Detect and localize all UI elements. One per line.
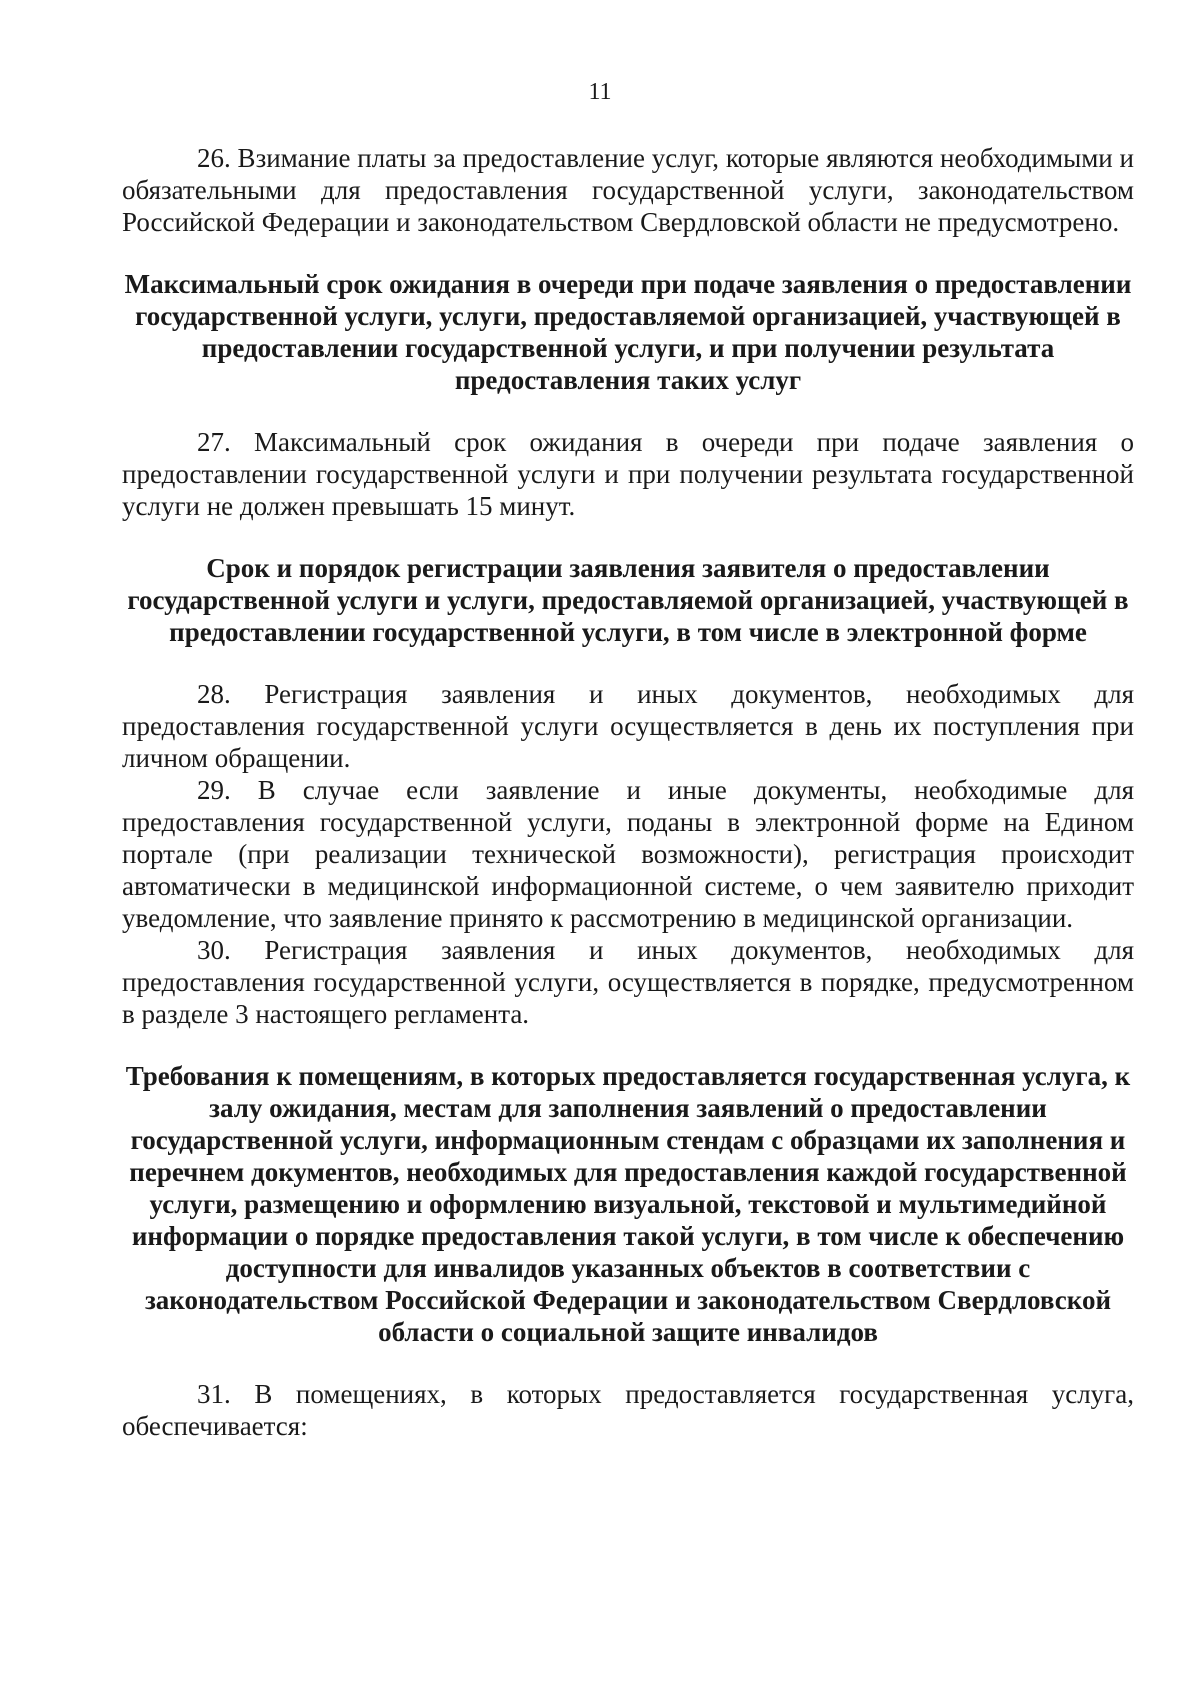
section-heading-premises-requirements: Требования к помещениям, в которых предоставляется государственная услуга, к залу ожидания, местам для заполнения заявлений о предоставлении государственной услуги, информационным стендам с образцами их заполнения и перечнем документов, необходимых для предоставления каждой государственной услуги, размещению и оформлению визуальной, текстовой и мультимедийной информации о порядке предоставления такой услуги, в том числе к обеспечению доступности для инвалидов указанных объектов в соответствии с законодательством Российской Федерации и законодательством Свердловской области о социальной защите инвалидов	[125, 1061, 1131, 1347]
paragraph-27: 27. Максимальный срок ожидания в очереди при подаче заявления о предоставлении государственной услуги и при получении результата государственной услуги не должен превышать 15 минут.	[122, 427, 1134, 521]
paragraph-28: 28. Регистрация заявления и иных документов, необходимых для предоставления государственной услуги осуществляется в день их поступления при личном обращении.	[122, 679, 1134, 773]
paragraph-26: 26. Взимание платы за предоставление услуг, которые являются необходимыми и обязательными для предоставления государственной услуги, законодательством Российской Федерации и законодательством Свердловской области не предусмотрено.	[122, 143, 1134, 237]
section-heading-registration: Срок и порядок регистрации заявления заявителя о предоставлении государственной услуги и услуги, предоставляемой организацией, участвующей в предоставлении государственной услуги, в том числе в электронной форме	[127, 553, 1129, 647]
paragraph-29: 29. В случае если заявление и иные документы, необходимые для предоставления государственной услуги, поданы в электронной форме на Едином портале (при реализации технической возможности), регистрация происходит автоматически в медицинской информационной системе, о чем заявителю приходит уведомление, что заявление принято к рассмотрению в медицинской организации.	[122, 775, 1134, 933]
document-body	[122, 142, 1134, 1442]
paragraph-31: 31. В помещениях, в которых предоставляется государственная услуга, обеспечивается:	[122, 1379, 1134, 1441]
page-number: 11	[588, 79, 612, 105]
section-heading-queue-time: Максимальный срок ожидания в очереди при подаче заявления о предоставлении государственной услуги, услуги, предоставляемой организацией, участвующей в предоставлении государственной услуги, и при получении результата предоставления таких услуг	[124, 269, 1132, 395]
paragraph-30: 30. Регистрация заявления и иных документов, необходимых для предоставления государственной услуги, осуществляется в порядке, предусмотренном в разделе 3 настоящего регламента.	[122, 935, 1134, 1029]
